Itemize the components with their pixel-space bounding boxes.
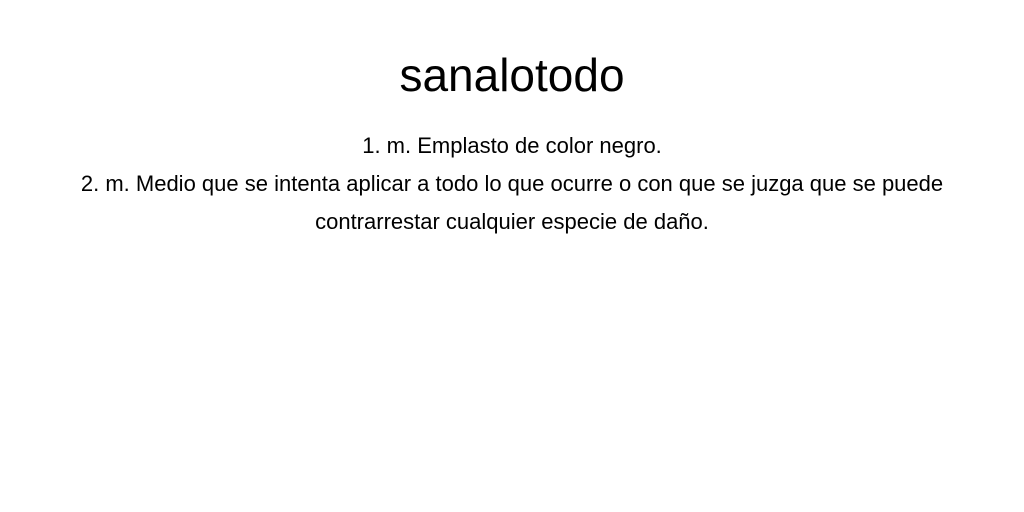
definitions-list: [62, 127, 962, 241]
definition-item: 1. m. Emplasto de color negro.: [362, 133, 662, 158]
headword-title: sanalotodo: [399, 49, 625, 101]
definition-item: 2. m. Medio que se intenta aplicar a todo lo que ocurre o con que se juzga que se puede contrarrestar cualquier especie de daño.: [80, 171, 944, 234]
